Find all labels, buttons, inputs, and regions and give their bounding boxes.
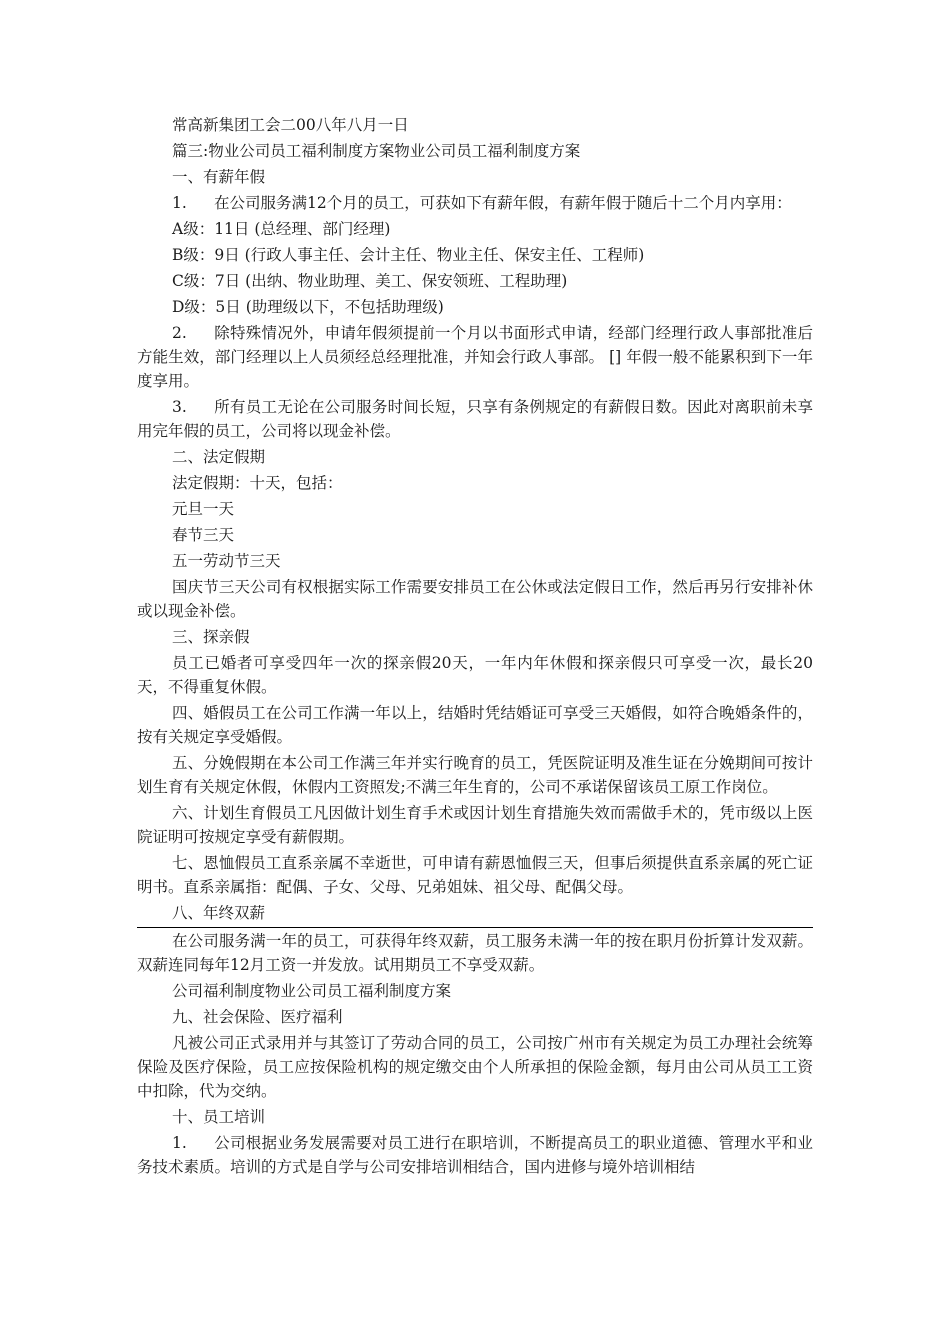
paragraph — [137, 243, 813, 267]
paragraph — [137, 651, 813, 699]
numbered-paragraph — [137, 1131, 813, 1179]
document-body — [137, 113, 813, 1181]
paragraph-text: 法定假期：十天，包括： — [172, 474, 343, 492]
paragraph — [137, 139, 813, 163]
paragraph — [137, 549, 813, 573]
paragraph-number: 1. — [172, 194, 187, 212]
paragraph — [137, 625, 813, 649]
paragraph — [137, 295, 813, 319]
paragraph — [137, 1105, 813, 1129]
numbered-paragraph — [137, 395, 813, 443]
paragraph — [137, 165, 813, 189]
paragraph-number: 1. — [172, 1134, 187, 1152]
paragraph-text: 员工已婚者可享受四年一次的探亲假20天，一年内年休假和探亲假只可享受一次，最长20天，不得重复休假。 — [137, 654, 813, 696]
paragraph-text: 公司福利制度物业公司员工福利制度方案 — [172, 982, 452, 1000]
paragraph — [137, 851, 813, 899]
paragraph-text: 一、有薪年假 — [172, 168, 266, 186]
paragraph-text: 除特殊情况外，申请年假须提前一个月以书面形式申请，经部门经理行政人事部批准后方能生效，部门经理以上人员须经总经理批准，并知会行政人事部。 [] 年假一般不能累积到下一年度享用。 — [137, 324, 813, 390]
paragraph-text: 公司根据业务发展需要对员工进行在职培训，不断提高员工的职业道德、管理水平和业务技术素质。培训的方式是自学与公司安排培训相结合，国内进修与境外培训相结 — [137, 1134, 813, 1176]
paragraph — [137, 929, 813, 977]
paragraph-text: B级：9日 (行政人事主任、会计主任、物业主任、保安主任、工程师) — [172, 246, 645, 264]
paragraph-text: 二、法定假期 — [172, 448, 266, 466]
paragraph-text: 五一劳动节三天 — [172, 552, 281, 570]
paragraph — [137, 113, 813, 137]
paragraph-text: A级：11日 (总经理、部门经理) — [172, 220, 391, 238]
paragraph — [137, 1005, 813, 1029]
paragraph-text: 国庆节三天公司有权根据实际工作需要安排员工在公休或法定假日工作，然后再另行安排补休或以现金补偿。 — [137, 578, 813, 620]
paragraph — [137, 801, 813, 849]
paragraph — [137, 523, 813, 547]
paragraph-text: 九、社会保险、医疗福利 — [172, 1008, 343, 1026]
paragraph-text: 在公司服务满12个月的员工，可获如下有薪年假，有薪年假于随后十二个月内享用： — [214, 194, 792, 212]
paragraph-text: 篇三:物业公司员工福利制度方案物业公司员工福利制度方案 — [172, 142, 581, 160]
paragraph — [137, 979, 813, 1003]
numbered-paragraph — [137, 191, 813, 215]
paragraph — [137, 701, 813, 749]
paragraph-text: C级：7日 (出纳、物业助理、美工、保安领班、工程助理) — [172, 272, 568, 290]
paragraph — [137, 1031, 813, 1103]
paragraph-text: 在公司服务满一年的员工，可获得年终双薪，员工服务未满一年的按在职月份折算计发双薪。双薪连同每年12月工资一并发放。试用期员工不享受双薪。 — [137, 932, 813, 974]
paragraph-number: 3. — [172, 398, 187, 416]
paragraph-text: D级：5日 (助理级以下，不包括助理级) — [172, 298, 444, 316]
paragraph — [137, 269, 813, 293]
paragraph-text: 十、员工培训 — [172, 1108, 266, 1126]
paragraph-text: 春节三天 — [172, 526, 235, 544]
paragraph — [137, 575, 813, 623]
paragraph — [137, 901, 813, 925]
paragraph-text: 八、年终双薪 — [172, 904, 266, 922]
paragraph-text: 元旦一天 — [172, 500, 235, 518]
paragraph-text: 常高新集团工会二00八年八月一日 — [172, 116, 409, 134]
paragraph-text: 所有员工无论在公司服务时间长短，只享有条例规定的有薪假日数。因此对离职前未享用完年假的员工，公司将以现金补偿。 — [137, 398, 813, 440]
paragraph-text: 凡被公司正式录用并与其签订了劳动合同的员工，公司按广州市有关规定为员工办理社会统筹保险及医疗保险，员工应按保险机构的规定缴交由个人所承担的保险金额，每月由公司从员工工资中扣除，代为交纳。 — [137, 1034, 813, 1100]
paragraph — [137, 217, 813, 241]
paragraph-number: 2. — [172, 324, 187, 342]
paragraph-text: 六、计划生育假员工凡因做计划生育手术或因计划生育措施失效而需做手术的，凭市级以上医院证明可按规定享受有薪假期。 — [137, 804, 813, 846]
paragraph-text: 四、婚假员工在公司工作满一年以上，结婚时凭结婚证可享受三天婚假，如符合晚婚条件的，按有关规定享受婚假。 — [137, 704, 813, 746]
paragraph — [137, 497, 813, 521]
horizontal-rule — [137, 927, 813, 928]
paragraph — [137, 471, 813, 495]
paragraph-text: 七、恩恤假员工直系亲属不幸逝世，可申请有薪恩恤假三天，但事后须提供直系亲属的死亡证明书。直系亲属指：配偶、子女、父母、兄弟姐妹、祖父母、配偶父母。 — [137, 854, 813, 896]
paragraph-text: 五、分娩假期在本公司工作满三年并实行晚育的员工，凭医院证明及准生证在分娩期间可按计划生育有关规定休假，休假内工资照发;不满三年生育的，公司不承诺保留该员工原工作岗位。 — [137, 754, 813, 796]
numbered-paragraph — [137, 321, 813, 393]
paragraph — [137, 751, 813, 799]
paragraph-text: 三、探亲假 — [172, 628, 250, 646]
paragraph — [137, 445, 813, 469]
